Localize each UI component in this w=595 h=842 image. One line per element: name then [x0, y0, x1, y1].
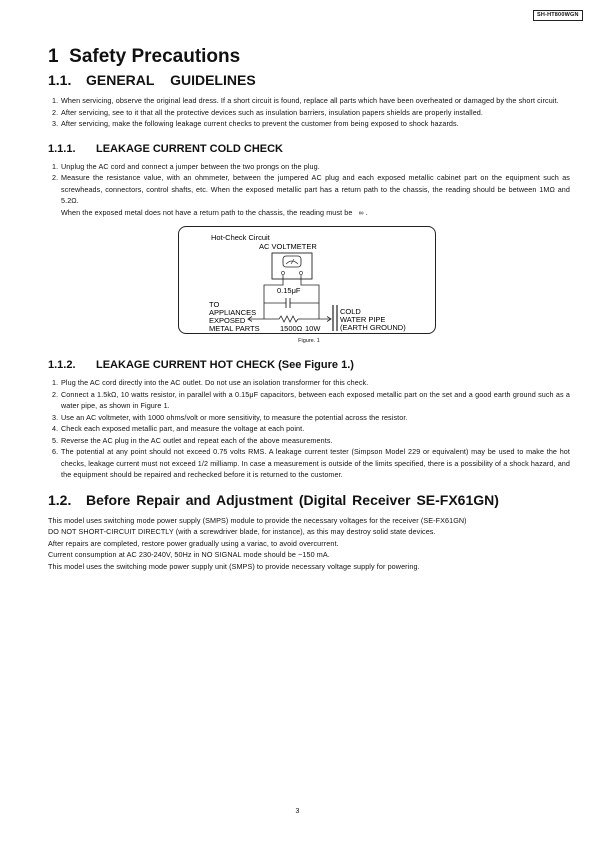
page-title: [48, 44, 570, 70]
list-item: [48, 95, 570, 107]
general-guidelines-list: [48, 95, 570, 130]
voltmeter-label: AC VOLTMETER: [259, 242, 317, 251]
item-text: Measure the resistance value, with an ohmmeter, between the jumpered AC plug and each exposed metallic cabinet part on the equipment such as screwheads, connectors, control shafts, etc. When the exposed metallic part has a return path to the chassis, the reading should be between 1MΩ and 5.2Ω.: [61, 173, 570, 205]
item-number: 3.: [52, 119, 59, 128]
lead-right: [301, 275, 319, 319]
item-number: 5.: [52, 435, 59, 445]
cold-check-list: [48, 161, 570, 219]
voltmeter-dial: [283, 256, 301, 267]
list-item: [48, 389, 570, 412]
page-number: 3: [295, 808, 300, 815]
resistor-symbol: [279, 316, 298, 322]
right-label-line-2: WATER PIPE: [340, 315, 386, 324]
section-number: 1.2.: [48, 491, 72, 508]
left-label-line-1: TO: [209, 300, 220, 309]
item-number: 1.: [52, 96, 59, 105]
voltmeter-terminal-right: [299, 271, 302, 274]
voltmeter-terminal-left: [281, 271, 284, 274]
list-item: [48, 446, 570, 481]
model-code-badge: SH-HT800WGN: [533, 10, 583, 21]
section-1-2-heading: [48, 490, 570, 510]
item-text: Connect a 1.5kΩ, 10 watts resistor, in parallel with a 0.15μF capacitors, between each exposed metallic part on the set and a good earth ground such as a water pipe, as shown in Figure 1.: [61, 389, 570, 410]
list-item: [48, 377, 570, 389]
list-item: [48, 118, 570, 130]
paragraph: DO NOT SHORT-CIRCUIT DIRECTLY (with a screwdriver blade, for instance), as this may destroy solid state devices.: [48, 527, 436, 536]
list-item: [48, 107, 570, 119]
item-number: 2.: [52, 107, 59, 117]
circuit-title: Hot-Check Circuit: [211, 233, 270, 242]
paragraph: Current consumption at AC 230-240V, 50Hz in NO SIGNAL mode should be ~150 mA.: [48, 550, 330, 559]
lead-left: [264, 275, 283, 319]
figure-1: [48, 218, 570, 358]
capacitor-label: 0.15μF: [277, 286, 301, 295]
hot-check-circuit-diagram: [179, 227, 435, 333]
item-text: Use an AC voltmeter, with 1000 ohms/volt or more sensitivity, to measure the potential across the resistor.: [61, 412, 408, 422]
item-text: After servicing, see to it that all the protective devices such as insulation barriers, insulation papers shields are properly installed.: [61, 107, 483, 117]
list-item: [48, 423, 570, 435]
item-text: After servicing, make the following leakage current checks to prevent the customer from being exposed to shock hazards.: [61, 119, 459, 128]
item-number: 2.: [52, 389, 59, 399]
section-title: GENERAL GUIDELINES: [86, 72, 256, 88]
section-number: 1.1.: [48, 72, 72, 88]
item-text: Reverse the AC plug in the AC outlet and repeat each of the above measurements.: [61, 435, 333, 445]
voltmeter-body: [272, 253, 312, 279]
resistor-label: 1500Ω: [280, 324, 303, 333]
list-item: [48, 412, 570, 424]
hot-check-circuit-frame: [178, 226, 436, 334]
section-title: LEAKAGE CURRENT HOT CHECK (See Figure 1.): [96, 359, 354, 371]
list-item: [48, 172, 570, 218]
right-label-line-3: (EARTH GROUND): [340, 323, 406, 332]
section-1-1-1-heading: [48, 142, 570, 156]
item-number: 2.: [52, 173, 59, 182]
section-title: LEAKAGE CURRENT COLD CHECK: [96, 142, 283, 155]
power-label: 10W: [305, 324, 321, 333]
item-number: 4.: [52, 424, 59, 433]
infinity-symbol: ∞: [358, 207, 364, 217]
section-1-1-heading: [48, 70, 570, 90]
item-number: 6.: [52, 447, 59, 456]
page-content: [48, 44, 570, 572]
paragraph: This model uses switching mode power supply (SMPS) module to provide the necessary voltages for the receiver (SE-FX61GN): [48, 515, 467, 525]
item-number: 1.: [52, 378, 59, 387]
section-1-1-2-heading: [48, 358, 570, 372]
section-1-2-body: [48, 515, 570, 573]
item-extra-end: .: [365, 207, 368, 217]
item-extra-text: When the exposed metal does not have a return path to the chassis, the reading must be: [61, 207, 353, 217]
item-text: The potential at any point should not exceed 0.75 volts RMS. A leakage current tester (Simpson Model 229 or equivalent) may be used to make the hot checks, leakage current must not exceed 1/2 milliamp. In case a measurement is outside of the limits specified, there is a possibility of a shock hazard, and the equipment should be repaired and rechecked before it is returned to the customer.: [61, 447, 570, 479]
list-item: [48, 435, 570, 447]
section-number: 1.1.1.: [48, 142, 76, 155]
list-item: [48, 161, 570, 173]
item-number: 3.: [52, 412, 59, 422]
hot-check-list: [48, 377, 570, 481]
item-text: Check each exposed metallic part, and measure the voltage at each point.: [61, 424, 305, 433]
item-text: When servicing, observe the original lead dress. If a short circuit is found, replace all parts which have been overheated or damaged by the short circuit.: [61, 96, 559, 105]
item-number: 1.: [52, 161, 59, 171]
section-title: Before Repair and Adjustment (Digital Receiver SE-FX61GN): [86, 491, 499, 508]
left-label-line-2: APPLIANCES: [209, 308, 257, 317]
left-label-line-3: EXPOSED: [209, 316, 246, 325]
right-label-line-1: COLD: [340, 307, 361, 316]
section-number: 1.1.2.: [48, 359, 76, 371]
item-text: Plug the AC cord directly into the AC outlet. Do not use an isolation transformer for this check.: [61, 378, 369, 387]
title-text: Safety Precautions: [69, 46, 241, 67]
paragraph: After repairs are completed, restore power gradually using a variac, to avoid overcurrent.: [48, 538, 339, 548]
title-number: 1: [48, 46, 59, 67]
left-label-line-4: METAL PARTS: [209, 324, 260, 333]
figure-caption: Figure. 1: [298, 338, 320, 344]
item-text: Unplug the AC cord and connect a jumper between the two prongs on the plug.: [61, 161, 320, 171]
paragraph: This model uses the switching mode power supply unit (SMPS) to provide necessary voltage supply for powering.: [48, 561, 420, 571]
item-extra-line: [61, 207, 570, 219]
